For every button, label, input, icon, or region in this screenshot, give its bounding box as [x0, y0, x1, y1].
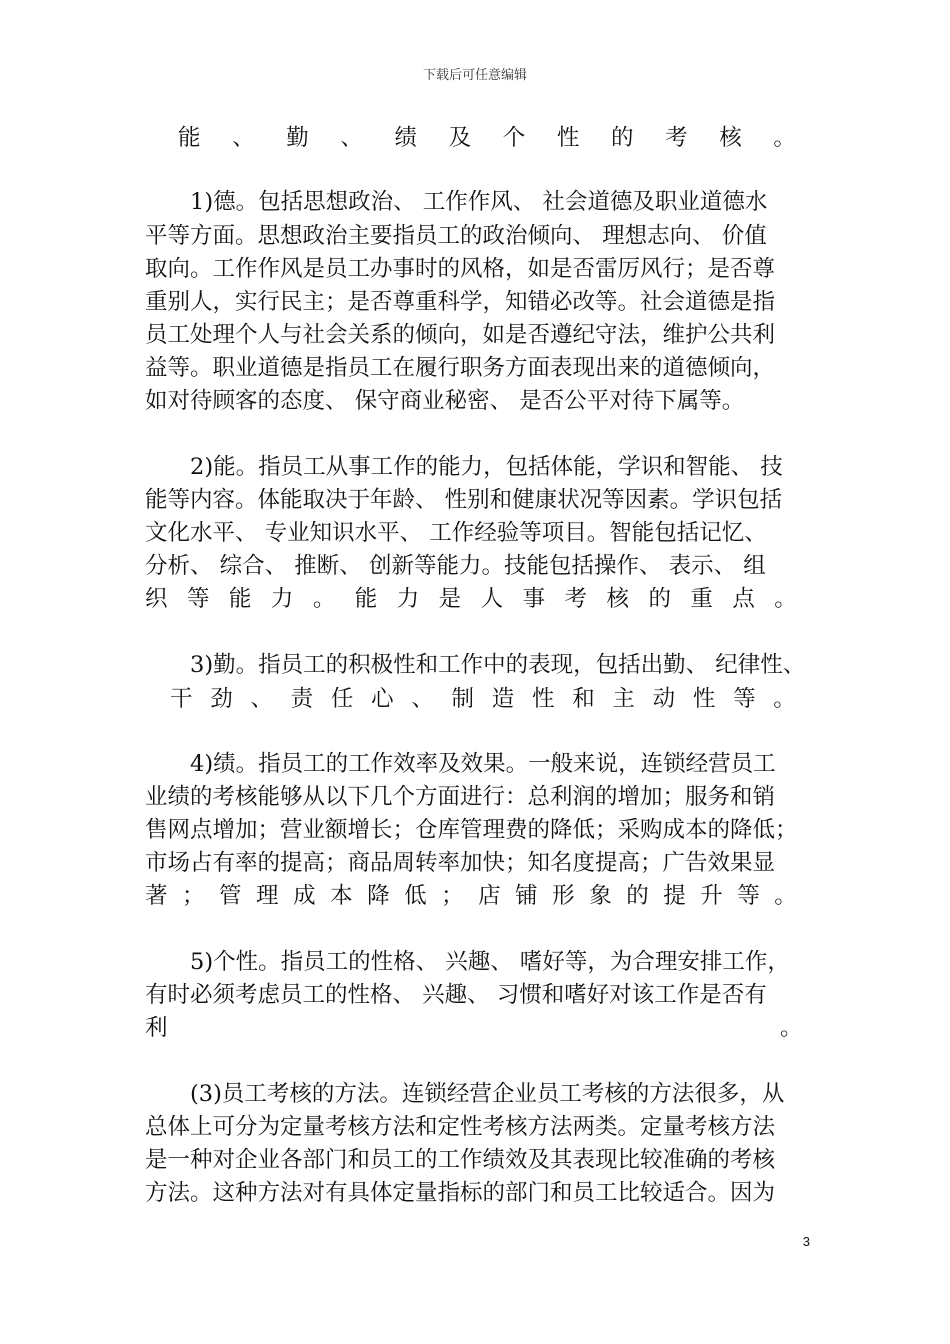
text-line: 干 劲 、 责 任 心 、 制 造 性 和 主 动 性 等 。: [170, 686, 796, 712]
text-line: 总体上可分为定量考核方法和定性考核方法两类。定量考核方法: [145, 1114, 776, 1140]
text-line: 售网点增加；营业额增长；仓库管理费的降低；采购成本的降低；: [145, 817, 798, 843]
text-line: 2)能。指员工从事工作的能力，包括体能，学识和智能、 技: [190, 454, 783, 480]
text-line: 5)个性。指员工的性格、 兴趣、 嗜好等，为合理安排工作，: [190, 949, 790, 975]
text-line: 业绩的考核能够从以下几个方面进行：总利润的增加；服务和销: [145, 784, 776, 810]
text-line: 文化水平、 专业知识水平、 工作经验等项目。智能包括记忆、: [145, 520, 767, 546]
text-line: 如对待顾客的态度、 保守商业秘密、 是否公平对待下属等。: [145, 388, 745, 414]
text-line: 益等。职业道德是指员工在履行职务方面表现出来的道德倾向，: [145, 355, 776, 381]
page-header: 下载后可任意编辑: [422, 68, 527, 83]
text-line: 织 等 能 力 。 能 力 是 人 事 考 核 的 重 点 。: [145, 586, 797, 612]
text-line: 重别人，实行民主；是否尊重科学，知错必改等。社会道德是指: [145, 289, 776, 315]
text-line: 平等方面。思想政治主要指员工的政治倾向、 理想志向、 价值: [145, 223, 767, 249]
text-line: 取向。工作作风是员工办事时的风格，如是否雷厉风行；是否尊: [145, 256, 776, 282]
text-line: 著 ； 管 理 成 本 降 低 ； 店 铺 形 象 的 提 升 等 。: [145, 883, 797, 909]
text-line: 4)绩。指员工的工作效率及效果。一般来说，连锁经营员工: [190, 751, 776, 777]
text-line: 能 、 勤 、 绩 及 个 性 的 考 核 。: [178, 125, 796, 151]
page-number: 3: [802, 1234, 810, 1249]
text-line: 利: [145, 1015, 168, 1041]
text-line: (3)员工考核的方法。连锁经营企业员工考核的方法很多，从: [190, 1081, 785, 1107]
text-line: 方法。这种方法对有具体定量指标的部门和员工比较适合。因为: [145, 1180, 776, 1206]
text-line: 1)德。包括思想政治、 工作作风、 社会道德及职业道德水: [190, 189, 768, 215]
text-line: 员工处理个人与社会关系的倾向，如是否遵纪守法，维护公共利: [145, 322, 776, 348]
text-line: 分析、 综合、 推断、 创新等能力。技能包括操作、 表示、 组: [145, 553, 766, 579]
text-line: 能等内容。体能取决于年龄、 性别和健康状况等因素。学识包括: [145, 487, 783, 513]
text-line: 是一种对企业各部门和员工的工作绩效及其表现比较准确的考核: [145, 1147, 776, 1173]
text-line: 3)勤。指员工的积极性和工作中的表现，包括出勤、 纪律性、: [190, 652, 806, 678]
text-line: 市场占有率的提高；商品周转率加快；知名度提高；广告效果显: [145, 850, 776, 876]
text-line: 有时必须考虑员工的性格、 兴趣、 习惯和嗜好对该工作是否有: [145, 982, 767, 1008]
text-line: 。: [780, 1015, 803, 1041]
